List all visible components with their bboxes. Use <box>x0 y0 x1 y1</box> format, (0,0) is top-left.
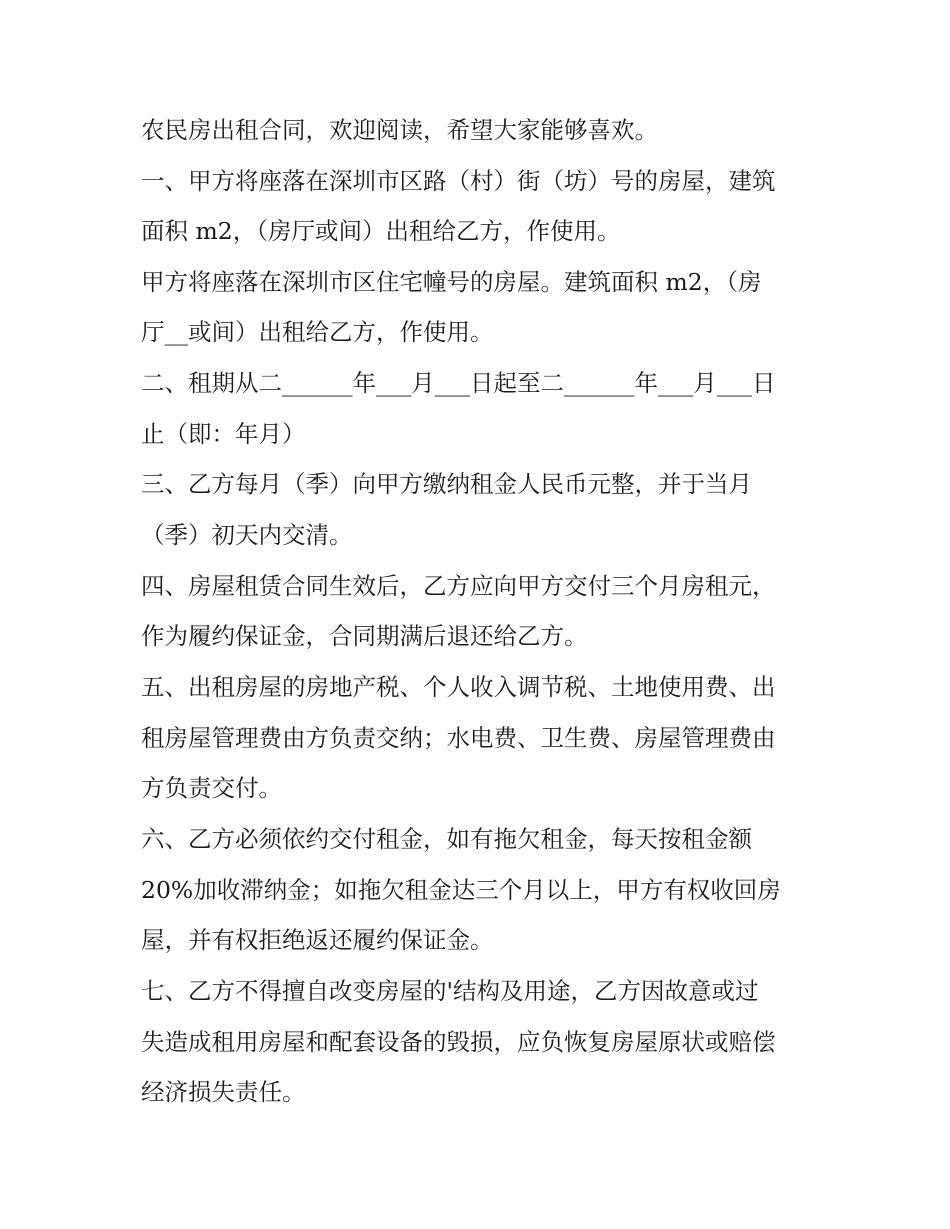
clause-4-line-2: 作为履约保证金，合同期满后退还给乙方。 <box>141 622 588 650</box>
clause-5-line-3: 方负责交付。 <box>141 774 282 802</box>
clause-3-line-2: （季）初天内交清。 <box>141 521 353 549</box>
clause-5-line-1: 五、出租房屋的房地产税、个人收入调节税、土地使用费、出 <box>141 673 776 701</box>
clause-6-line-1: 六、乙方必须依约交付租金，如有拖欠租金，每天按租金额 <box>141 825 752 853</box>
clause-5-line-2: 租房屋管理费由方负责交纳；水电费、卫生费、房屋管理费由 <box>141 724 776 752</box>
clause-3-line-1: 三、乙方每月（季）向甲方缴纳租金人民币元整，并于当月 <box>141 470 752 498</box>
clause-7-line-3: 经济损失责任。 <box>141 1078 306 1106</box>
clause-1-line-2: 面积 m2，（房厅或间）出租给乙方，作使用。 <box>141 217 621 245</box>
clause-2-line-2: 止（即：年月） <box>141 420 306 448</box>
clause-6-line-2: 20%加收滞纳金；如拖欠租金达三个月以上，甲方有权收回房 <box>141 876 781 904</box>
clause-2-line-1: 二、租期从二______年___月___日起至二______年___月___日 <box>141 369 776 397</box>
clause-7-line-1: 七、乙方不得擅自改变房屋的'结构及用途，乙方因故意或过 <box>141 977 759 1005</box>
clause-1b-line-2: 厅__或间）出租给乙方，作使用。 <box>141 318 494 346</box>
clause-1b-line-1: 甲方将座落在深圳市区住宅幢号的房屋。建筑面积 m2，（房 <box>141 268 762 296</box>
clause-6-line-3: 屋，并有权拒绝返还履约保证金。 <box>141 926 494 954</box>
clause-7-line-2: 失造成租用房屋和配套设备的毁损，应负恢复房屋原状或赔偿 <box>141 1028 776 1056</box>
clause-1-line-1: 一、甲方将座落在深圳市区路（村）街（坊）号的房屋，建筑 <box>141 167 776 195</box>
clause-4-line-1: 四、房屋租赁合同生效后，乙方应向甲方交付三个月房租元， <box>141 572 776 600</box>
intro-line: 农民房出租合同，欢迎阅读，希望大家能够喜欢。 <box>141 116 658 144</box>
